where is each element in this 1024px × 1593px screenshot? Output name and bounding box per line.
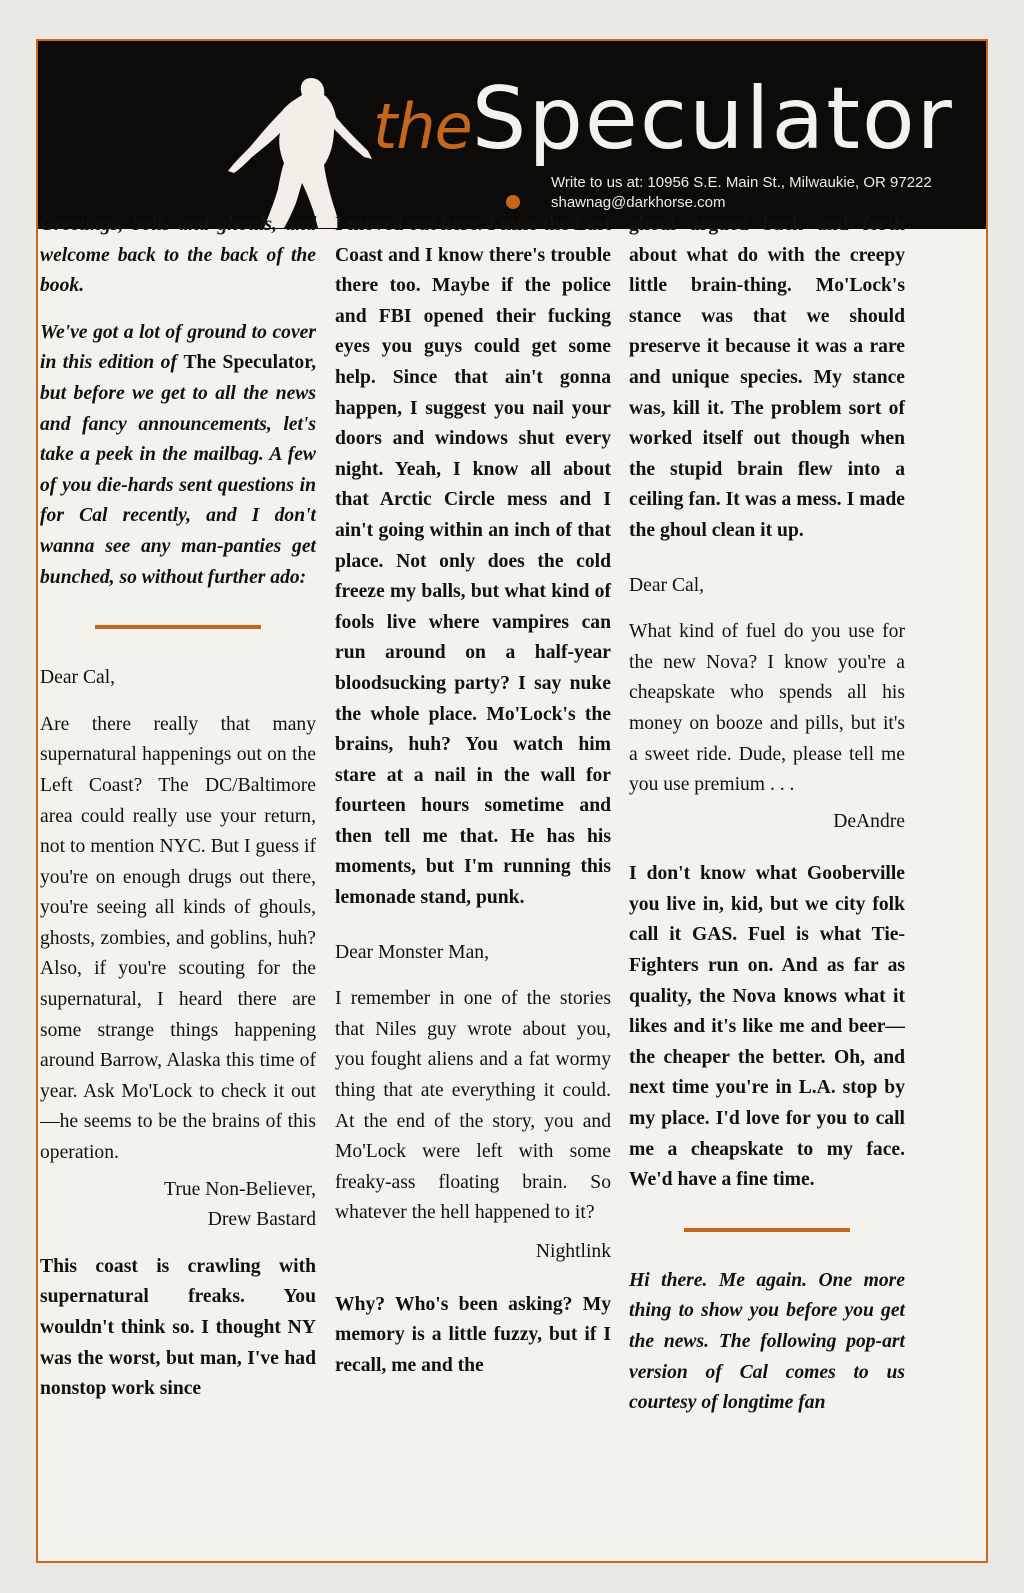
intro-paragraph [40, 318, 316, 593]
contact-info [551, 173, 932, 213]
masthead [38, 41, 986, 229]
letter1-body: Are there really that many supernatural happenings out on the Left Coast? The DC/Baltimore area could really use your return, not to mention NYC. But I guess if you're on enough drugs out there, you're seeing all kinds of ghouls, ghosts, zombies, and goblins, huh? Also, if you're scouting for the supernatural, I heard there are some strange things happening around Barrow, Alaska this time of year. Ask Mo'Lock to check it out—he seems to be the brains of this operation. [40, 713, 316, 1164]
letter1-greeting: Dear Cal, [40, 667, 116, 689]
bigfoot-silhouette-icon [226, 73, 376, 228]
column-3 [629, 210, 905, 1419]
letter3-body: What kind of fuel do you use for the new Nova? I know you're a cheapskate who spends all his money on booze and pills, but it's a sweet ride. Dude, please tell me you use premium . . . [629, 621, 905, 796]
letter1-signoff: True Non-Believer, [164, 1178, 316, 1200]
reply2-start: Why? Who's been asking? My memory is a little fuzzy, but if I recall, me and the [335, 1293, 611, 1376]
outro-paragraph: Hi there. Me again. One more thing to show you before you get the news. The following pop-art version of Cal comes to us courtesy of longtime fan [629, 1269, 905, 1414]
section-divider [95, 625, 261, 629]
masthead-speculator: Speculator [471, 69, 954, 169]
masthead-title [373, 69, 954, 169]
reply2-continued: ghoul argued back and forth about what do with the creepy little brain-thing. Mo'Lock's stance was that we should preserve it because it was a rare and unique species. My stance was, kill it. The problem sort of worked itself out though when the stupid brain flew into a ceiling fan. It was a mess. I made the ghoul clean it up. [629, 214, 905, 541]
reply3: I don't know what Gooberville you live in, kid, but we city folk call it GAS. Fuel is what Tie-Fighters run on. And as far as quality, the Nova knows what it likes and it's like me and beer—the cheaper the better. Oh, and next time you're in L.A. stop by my place. I'd love for you to call me a cheapskate to my face. We'd have a fine time. [629, 863, 905, 1191]
intro-text-a: We've got a lot of ground to cover in this edition of [40, 321, 316, 374]
masthead-the: the [373, 90, 472, 163]
column-1 [40, 210, 316, 1405]
letter3-greeting: Dear Cal, [629, 574, 705, 596]
bullet-dot-icon [506, 195, 520, 209]
intro-greeting: Greetings, boils and ghouls, and welcome back to the back of the book. [40, 214, 316, 297]
letter2-body: I remember in one of the stories that Niles guy wrote about you, you fought aliens and a fat wormy thing that ate everything it could. At the end of the story, you and Mo'Lock were left with some freaky-ass floating brain. So whatever the hell happened to it? [335, 988, 611, 1224]
intro-text-c: but before we get to all the news and fancy announcements, let's take a peek in the mailbag. A few of you die-hards sent questions in for Cal recently, and I don't wanna see any man-panties get bunched, so without further ado: [40, 382, 316, 588]
intro-title-ref: The Speculator, [183, 352, 317, 374]
reply1-start: This coast is crawling with supernatural freaks. You wouldn't think so. I thought NY was the worst, but man, I've had nonstop work since [40, 1255, 316, 1400]
letter1-author: Drew Bastard [207, 1209, 316, 1231]
email-address[interactable]: shawnag@darkhorse.com [551, 194, 726, 211]
section-divider [684, 1228, 850, 1232]
column-2 [335, 210, 611, 1381]
mailing-address: Write to us at: 10956 S.E. Main St., Milwaukie, OR 97222 [551, 174, 932, 191]
letter3-author: DeAndre [833, 810, 905, 832]
letter2-author: Nightlink [535, 1241, 611, 1262]
letter2-greeting: Dear Monster Man, [335, 941, 489, 963]
reply1-continued: I moved out here. I miss the East Coast and I know there's trouble there too. Maybe if the police and FBI opened their fucking eyes you guys could get some help. Since that ain't gonna happen, I suggest you nail your doors and windows shut every night. Yeah, I know all about that Arctic Circle mess and I ain't going within an inch of that place. Not only does the cold freeze my balls, but what kind of fools live where vampires can run around on a half-year bloodsucking party? I say nuke the whole place. Mo'Lock's the brains, huh? You watch him stare at a nail in the wall for fourteen hours sometime and then tell me that. He has his moments, but I'm running this lemonade stand, punk. [335, 214, 611, 909]
